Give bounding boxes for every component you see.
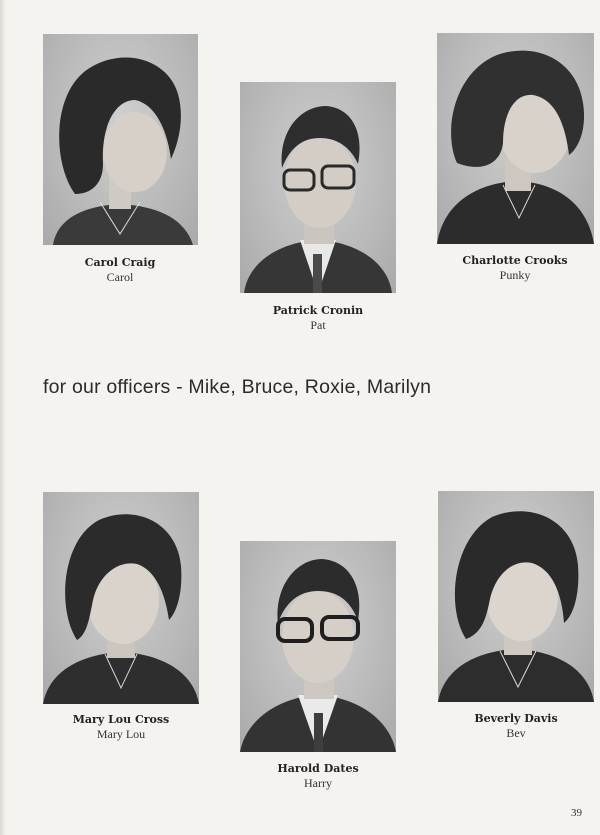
portrait-photo-harold-dates	[240, 541, 396, 752]
student-name: Mary Lou Cross	[72, 713, 170, 726]
caption-carol-craig	[30, 256, 210, 284]
caption-mary-lou-cross	[31, 713, 211, 741]
student-name: Beverly Davis	[474, 712, 558, 725]
caption-beverly-davis	[426, 712, 600, 740]
student-name: Harold Dates	[277, 762, 359, 775]
student-nickname: Harry	[304, 776, 332, 790]
portrait-photo-mary-lou-cross	[43, 492, 199, 704]
student-name: Charlotte Crooks	[462, 254, 568, 267]
caption-patrick-cronin	[228, 304, 408, 332]
portrait-photo-beverly-davis	[438, 491, 594, 702]
student-nickname: Pat	[310, 318, 326, 332]
student-nickname: Mary Lou	[96, 727, 146, 741]
student-nickname: Bev	[506, 726, 526, 740]
student-nickname: Punky	[499, 268, 531, 282]
caption-charlotte-crooks	[425, 254, 600, 282]
page-number: 39	[571, 807, 582, 819]
portrait-photo-patrick-cronin	[240, 82, 396, 293]
student-nickname: Carol	[106, 270, 134, 284]
student-name: Carol Craig	[84, 256, 156, 269]
portrait-photo-charlotte-crooks	[437, 33, 594, 244]
page-spine-shadow	[0, 0, 6, 835]
portrait-photo-carol-craig	[43, 34, 198, 245]
caption-harold-dates	[228, 762, 408, 790]
student-name: Patrick Cronin	[272, 304, 364, 317]
officers-dedication-text: for our officers - Mike, Bruce, Roxie, Marilyn	[43, 376, 432, 398]
